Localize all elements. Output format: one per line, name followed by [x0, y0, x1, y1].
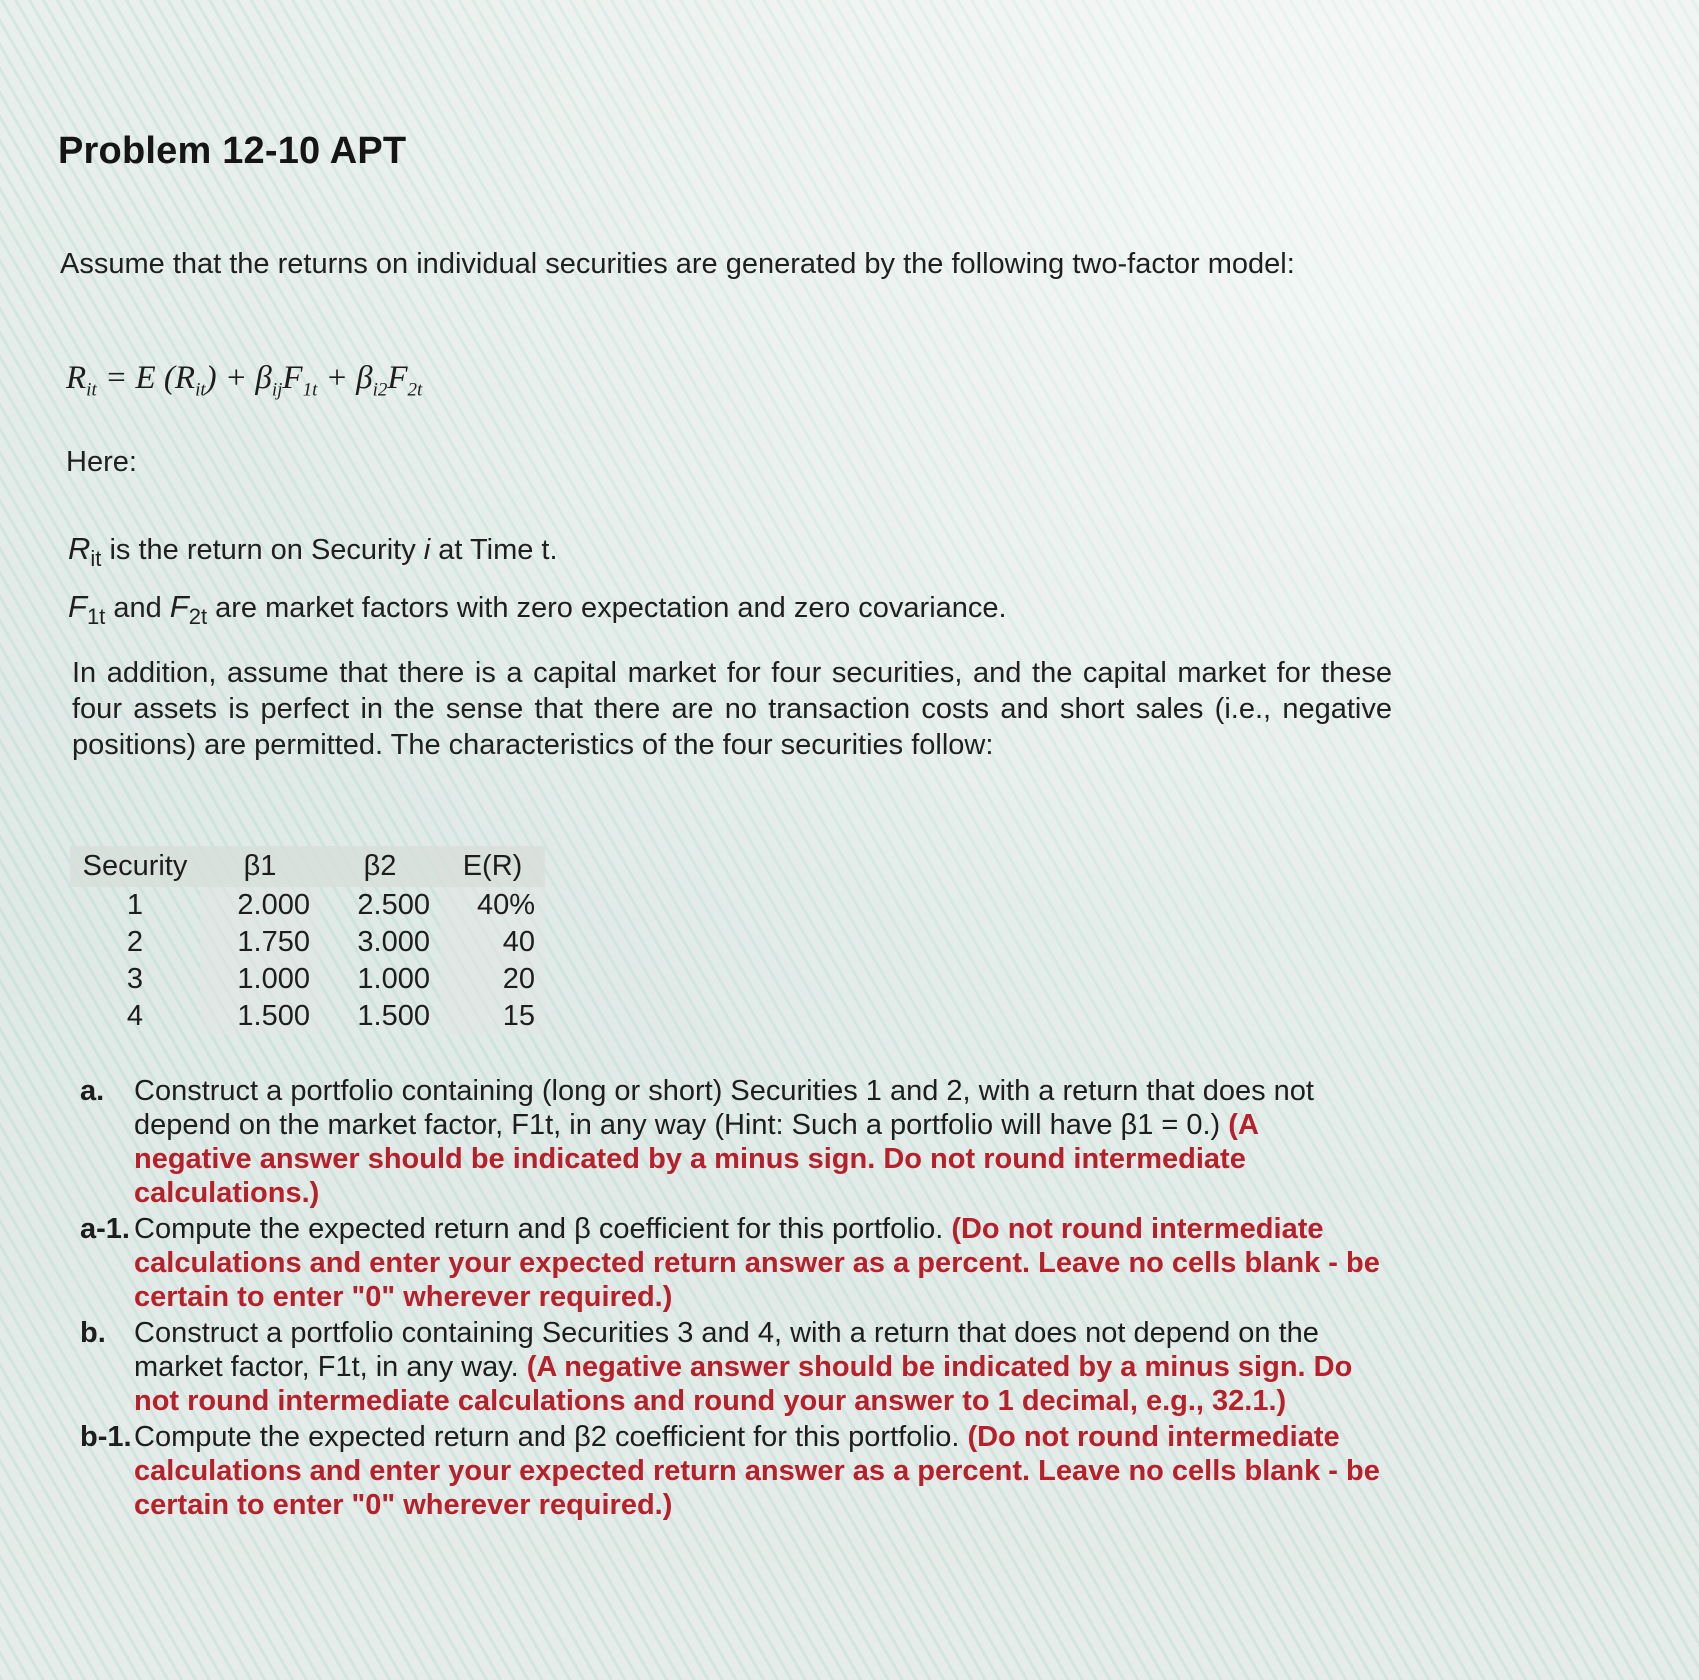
addition-text: In addition, assume that there is a capital market for four securities, and the capital market for these four assets is perfect in the sense that there are no transaction costs and short sales (i.e., negative positions) are permitted. The characteristics of the four securities follow:	[72, 657, 1392, 761]
header-beta2: β2	[320, 846, 440, 887]
question-text	[134, 1316, 1380, 1418]
var-sub: 2t	[188, 603, 208, 629]
formula-sub: ij	[271, 379, 283, 401]
formula-sub: 1t	[302, 379, 318, 401]
question-body: Compute the expected return and β2 coefficient for this portfolio.	[134, 1421, 968, 1453]
table-row	[70, 998, 545, 1035]
cell-er: 20	[440, 961, 545, 998]
cell-beta2: 1.500	[357, 1000, 430, 1032]
formula-sub: i2	[372, 379, 388, 401]
formula-part: F	[387, 360, 408, 396]
table-row	[70, 887, 545, 924]
question-instruction: (Do not round intermediate calculations and enter your expected return answer as a percent. Leave no cells blank - be certain to enter "0" wherever required.)	[134, 1421, 1380, 1521]
table-row	[70, 924, 545, 961]
question-b1	[80, 1420, 1380, 1522]
table-row	[70, 961, 545, 998]
cell-er: 40%	[440, 887, 545, 924]
definition-return	[68, 525, 1007, 583]
header-security: Security	[70, 846, 200, 887]
def-text: is the return on Security	[101, 534, 424, 566]
question-text	[134, 1420, 1380, 1522]
definition-factors	[68, 583, 1007, 641]
formula-sub: it	[86, 379, 97, 401]
formula-part: F	[282, 360, 303, 396]
var-i: i	[423, 534, 431, 566]
here-label: Here:	[66, 446, 137, 478]
question-body: Compute the expected return and β coefficient for this portfolio.	[134, 1213, 952, 1245]
formula-part: R	[66, 360, 87, 396]
question-instruction: (A negative answer should be indicated by a minus sign. Do not round intermediate calculations and round your answer to 1 decimal, e.g., 32.1.)	[134, 1351, 1353, 1417]
definitions	[68, 525, 1007, 641]
var-sub: it	[90, 545, 102, 571]
var-f2: F	[169, 588, 189, 624]
question-a1	[80, 1212, 1380, 1314]
var-r: R	[68, 531, 91, 566]
cell-security: 4	[126, 1000, 144, 1032]
question-body: Construct a portfolio containing Securities 3 and 4, with a return that does not depend on the market factor, F1t, in any way.	[134, 1317, 1319, 1383]
cell-security: 2	[126, 926, 144, 958]
question-text	[134, 1212, 1380, 1314]
formula-part: ) + β	[205, 360, 272, 396]
question-a	[80, 1074, 1380, 1210]
cell-beta1: 1.500	[200, 998, 320, 1035]
question-instruction: (A negative answer should be indicated by a minus sign. Do not round intermediate calculations.)	[134, 1109, 1258, 1209]
def-text: are market factors with zero expectation and zero covariance.	[207, 591, 1007, 624]
cell-security: 3	[126, 963, 144, 995]
securities-table	[70, 846, 545, 1035]
cell-beta1: 2.000	[200, 887, 320, 924]
question-b	[80, 1316, 1380, 1418]
question-body: Construct a portfolio containing (long or short) Securities 1 and 2, with a return that does not depend on the market factor, F1t, in any way (Hint: Such a portfolio will have β1 = 0.)	[134, 1075, 1314, 1141]
cell-beta2: 2.500	[357, 889, 430, 921]
question-label: a-1.	[80, 1213, 130, 1245]
cell-beta2: 1.000	[357, 963, 430, 995]
def-text: at Time t.	[430, 534, 558, 566]
two-factor-formula	[66, 360, 422, 402]
cell-er: 15	[440, 998, 545, 1035]
formula-part: = E (R	[96, 360, 196, 396]
cell-security: 1	[126, 889, 144, 921]
cell-beta1: 1.750	[200, 924, 320, 961]
cell-er: 40	[440, 924, 545, 961]
problem-title: Problem 12-10 APT	[58, 130, 407, 172]
header-beta1: β1	[200, 846, 320, 887]
cell-beta2: 3.000	[357, 926, 430, 958]
var-sub: 1t	[86, 603, 106, 629]
question-label: a.	[80, 1075, 105, 1107]
question-instruction: (Do not round intermediate calculations and enter your expected return answer as a percent. Leave no cells blank - be certain to enter "0" wherever required.)	[134, 1213, 1380, 1313]
header-er: E(R)	[440, 846, 545, 887]
formula-part: + β	[317, 360, 373, 396]
question-label: b-1.	[80, 1421, 132, 1453]
question-label: b.	[80, 1317, 106, 1349]
var-f1: F	[68, 588, 87, 624]
def-text: and	[105, 591, 170, 624]
question-list	[80, 1074, 1380, 1524]
table-header-row	[70, 846, 545, 887]
cell-beta1: 1.000	[200, 961, 320, 998]
question-text	[134, 1074, 1380, 1210]
formula-sub: 2t	[407, 379, 423, 401]
intro-text: Assume that the returns on individual securities are generated by the following two-factor model:	[60, 248, 1295, 280]
formula-sub: it	[195, 379, 206, 401]
